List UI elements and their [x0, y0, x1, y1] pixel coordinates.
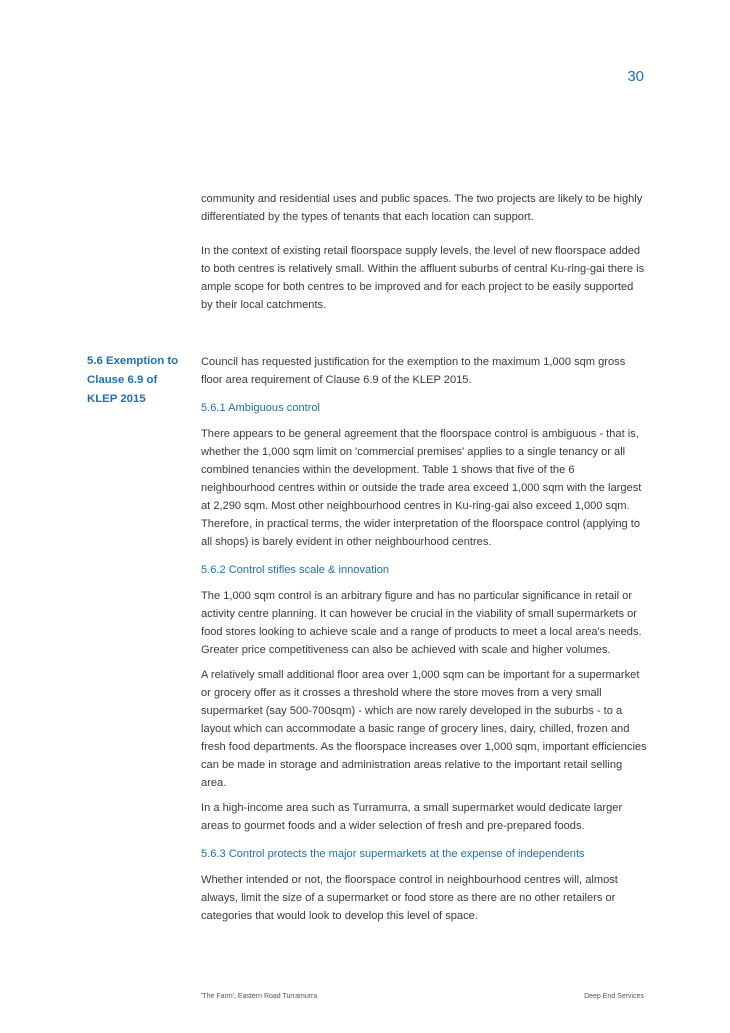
- subsection-paragraph: Whether intended or not, the floorspace control in neighbourhood centres will, almost always, limit the size of a supermarket or food store as there are no other retailers or categories that would look to develop this level of space.: [201, 874, 618, 922]
- section-body: [201, 353, 647, 925]
- footer-company-name: Deep End Services: [584, 993, 644, 1000]
- subsection-paragraph: A relatively small additional floor area over 1,000 sqm can be important for a supermarket or grocery offer as it crosses a threshold where the store moves from a very small supermarket (say 500-700sqm) - which are now rarely developed in the suburbs - to a layout which can accommodate a basic range of grocery lines, dairy, chilled, frozen and fresh food departments. As the floorspace increases over 1,000 sqm, important efficiencies can be made in storage and administration areas relative to the important retail selling area.: [201, 669, 647, 789]
- footer-project-name: 'The Farm', Eastern Road Turramurra: [201, 993, 318, 1000]
- page-number: 30: [627, 68, 644, 85]
- section-label-line: Clause 6.9 of: [87, 374, 158, 386]
- subsection-heading: 5.6.3 Control protects the major supermarkets at the expense of independents: [201, 848, 585, 860]
- section-label-line: 5.6 Exemption to: [87, 355, 179, 367]
- subsection-heading: 5.6.2 Control stifles scale & innovation: [201, 564, 390, 576]
- section-intro: Council has requested justification for the exemption to the maximum 1,000 sqm gross floor area requirement of Clause 6.9 of the KLEP 2015.: [201, 356, 626, 386]
- section-label: [87, 352, 197, 409]
- intro-paragraph: community and residential uses and public spaces. The two projects are likely to be highly differentiated by the types of tenants that each location can support.: [201, 193, 643, 223]
- subsection-paragraph: The 1,000 sqm control is an arbitrary figure and has no particular significance in retail or activity centre planning. It can however be crucial in the viability of small supermarkets or food stores looking to achieve scale and a range of products to meet a local area's needs. Greater price competitiveness can also be achieved with scale and higher volumes.: [201, 590, 642, 656]
- subsection-paragraph: In a high-income area such as Turramurra, a small supermarket would dedicate larger areas to gourmet foods and a wider selection of fresh and pre-prepared foods.: [201, 802, 623, 832]
- subsection-paragraph: There appears to be general agreement that the floorspace control is ambiguous - that is, whether the 1,000 sqm limit on 'commercial premises' applies to a single tenancy or all combined tenancies within the development. Table 1 shows that five of the 6 neighbourhood centres within or outside the trade area exceed 1,000 sqm with the largest at 2,290 sqm. Most other neighbourhood centres in Ku-ring-gai also exceed 1,000 sqm. Therefore, in practical terms, the wider interpretation of the floorspace control (applying to all shops) is barely evident in other neighbourhood centres.: [201, 428, 642, 548]
- intro-paragraph: In the context of existing retail floorspace supply levels, the level of new floorspace added to both centres is relatively small. Within the affluent suburbs of central Ku-ring-gai there is ample scope for both centres to be improved and for each project to be easily supported by their local catchments.: [201, 245, 645, 311]
- section-label-line: KLEP 2015: [87, 393, 146, 405]
- intro-text: [201, 190, 647, 314]
- subsection-heading: 5.6.1 Ambiguous control: [201, 402, 321, 414]
